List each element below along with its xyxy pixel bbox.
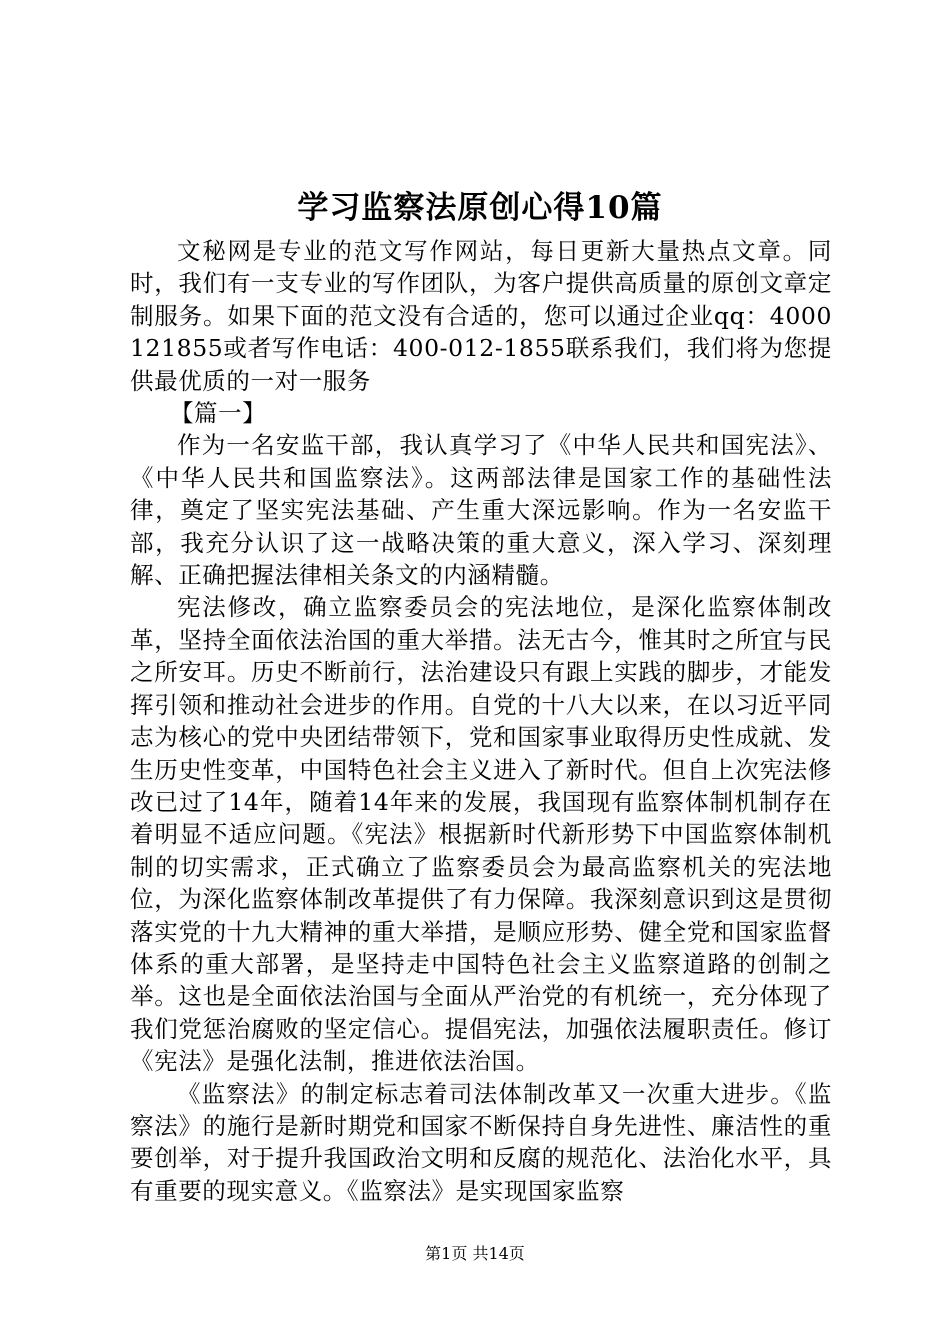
section-heading: 【篇一】 [169, 399, 267, 428]
document-title: 学习监察法原创心得10篇 [297, 190, 663, 226]
page-footer: 第1页 共14页 [425, 1244, 525, 1263]
body-paragraph: 作为一名安监干部，我认真学习了《中华人民共和国宪法》、《中华人民共和国监察法》。这两部法律是国家工作的基础性法律，奠定了坚实宪法基础、产生重大深远影响。作为一名安监干部，我充分认识了这一战略决策的重大意义，深入学习、深刻理解、正确把握法律相关条文的内涵精髓。 [130, 431, 832, 590]
document-body [130, 235, 832, 1207]
body-paragraph: 宪法修改，确立监察委员会的宪法地位，是深化监察体制改革，坚持全面依法治国的重大举措。法无古今，惟其时之所宜与民之所安耳。历史不断前行，法治建设只有跟上实践的脚步，才能发挥引领和推动社会进步的作用。自党的十八大以来，在以习近平同志为核心的党中央团结带领下，党和国家事业取得历史性成就、发生历史性变革，中国特色社会主义进入了新时代。但自上次宪法修改已过了14年，随着14年来的发展，我国现有监察体制机制存在着明显不适应问题。《宪法》根据新时代新形势下中国监察体制机制的切实需求，正式确立了监察委员会为最高监察机关的宪法地位，为深化监察体制改革提供了有力保障。我深刻意识到这是贯彻落实党的十九大精神的重大举措，是顺应形势、健全党和国家监督体系的重大部署，是坚持走中国特色社会主义监察道路的创制之举。这也是全面依法治国与全面从严治党的有机统一，充分体现了我们党惩治腐败的坚定信心。提倡宪法，加强依法履职责任。修订《宪法》是强化法制，推进依法治国。 [130, 593, 832, 1076]
body-paragraph: 《监察法》的制定标志着司法体制改革又一次重大进步。《监察法》的施行是新时期党和国家不断保持自身先进性、廉洁性的重要创举，对于提升我国政治文明和反腐的规范化、法治化水平，具有重要的现实意义。《监察法》是实现国家监察 [130, 1079, 832, 1205]
intro-paragraph: 文秘网是专业的范文写作网站，每日更新大量热点文章。同时，我们有一支专业的写作团队，为客户提供高质量的原创文章定制服务。如果下面的范文没有合适的，您可以通过企业qq：4000121855或者写作电话：400-012-1855联系我们，我们将为您提供最优质的一对一服务 [130, 237, 832, 395]
